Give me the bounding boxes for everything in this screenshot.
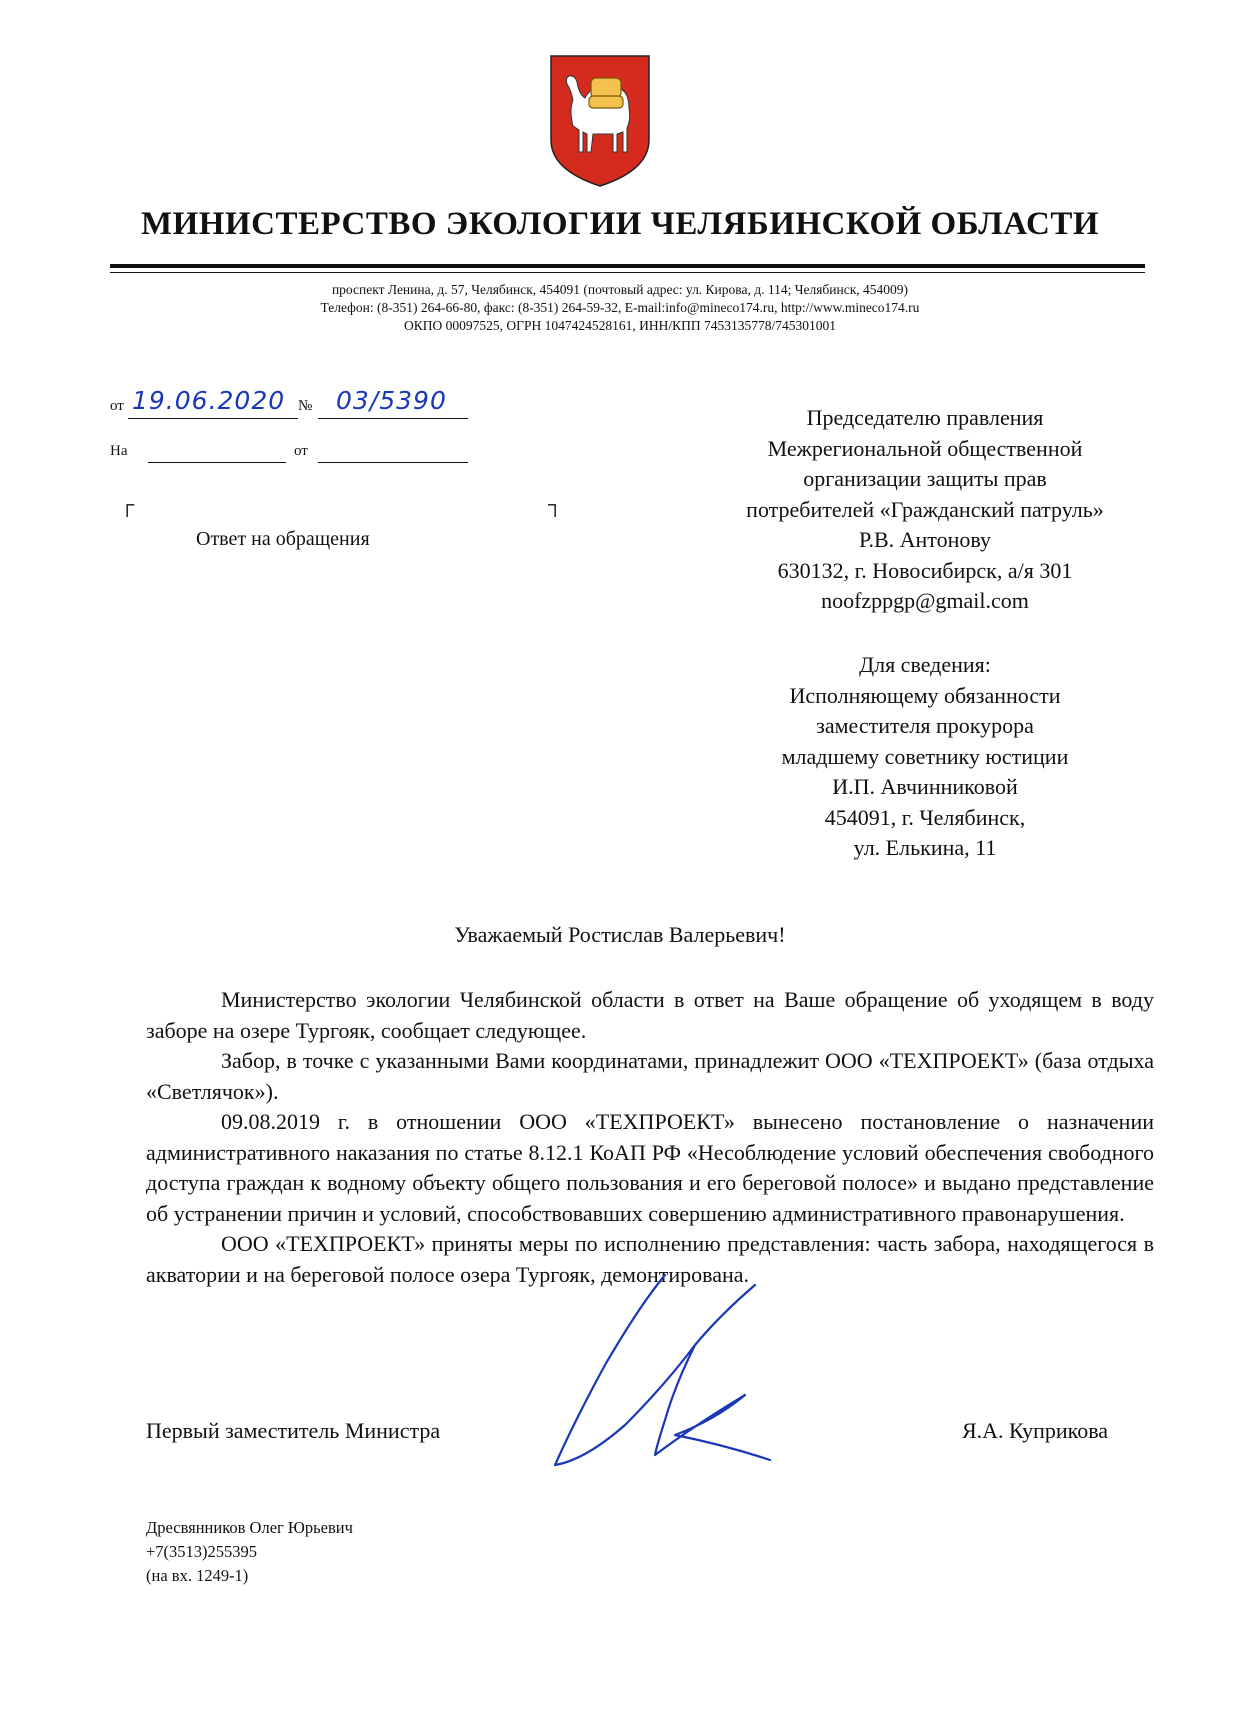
on-from-label: от xyxy=(294,443,308,459)
corner-mark-right: ┐ xyxy=(548,494,563,516)
contact-phones: Телефон: (8-351) 264-66-80, факс: (8-351) 264-59-32, E-mail:info@mineco174.ru, http://www.mineco174.ru xyxy=(320,300,920,315)
addressee-line: Межрегиональной общественной xyxy=(767,435,1083,461)
coat-of-arms-emblem xyxy=(533,48,667,188)
signer-position: Первый заместитель Министра xyxy=(146,1418,441,1443)
body-paragraph: ООО «ТЕХПРОЕКТ» приняты меры по исполнению представления: часть забора, находящегося в акватории и на береговой полосе озера Тургояк, демонтирована. xyxy=(146,1231,1154,1287)
executor-phone: +7(3513)255395 xyxy=(146,1542,258,1561)
addressee-email: noofzppgp@gmail.com xyxy=(821,588,1029,613)
body-paragraph: Министерство экологии Челябинской области в ответ на Ваше обращение об уходящем в воду заборе на озере Тургояк, сообщает следующее. xyxy=(146,987,1154,1043)
addressee-line: 630132, г. Новосибирск, а/я 301 xyxy=(777,557,1073,583)
info-copy-line: заместителя прокурора xyxy=(816,713,1034,738)
info-copy-line: Для сведения: xyxy=(859,652,991,677)
date-handwritten: 19.06.2020 xyxy=(132,386,286,415)
contact-block xyxy=(0,281,1240,335)
executor-block xyxy=(146,1516,353,1588)
header-rule-thick xyxy=(110,264,1145,268)
on-label: На xyxy=(110,443,128,459)
header-rule-thin xyxy=(110,272,1145,273)
handwritten-signature xyxy=(545,1245,775,1490)
addressee-line: Р.В. Антонову xyxy=(858,527,992,552)
corner-mark-left: ┌ xyxy=(120,494,135,516)
info-copy-line: ул. Елькина, 11 xyxy=(853,835,997,860)
body-paragraph: Забор, в точке с указанными Вами координатами, принадлежит ООО «ТЕХПРОЕКТ» (база отдыха «Светлячок»). xyxy=(146,1048,1154,1104)
executor-name: Дресвянников Олег Юрьевич xyxy=(146,1518,353,1537)
contact-address: проспект Ленина, д. 57, Челябинск, 454091 (почтовый адрес: ул. Кирова, д. 114; Челябинск, 454009) xyxy=(331,282,909,297)
subject-line: Ответ на обращения xyxy=(196,528,370,550)
addressee-block xyxy=(685,403,1165,617)
incoming-reference: (на вх. 1249-1) xyxy=(146,1566,249,1585)
info-copy-line: Исполняющему обязанности xyxy=(789,682,1061,708)
on-from-underline xyxy=(318,462,468,463)
addressee-line: Председателю правления xyxy=(806,405,1044,430)
info-copy-line: младшему советнику юстиции xyxy=(781,743,1069,769)
greeting: Уважаемый Ростислав Валерьевич! xyxy=(454,922,786,947)
addressee-line: потребителей «Гражданский патруль» xyxy=(746,496,1104,522)
body-paragraph: 09.08.2019 г. в отношении ООО «ТЕХПРОЕКТ» вынесено постановление о назначении административного наказания по статье 8.12.1 КоАП РФ «Несоблюдение условий обеспечения свободного доступа граждан к водному объекту общего пользования и его береговой полосе» и выдано представление об устранении причин и условий, способствовавших совершению административного правонарушения. xyxy=(146,1109,1154,1226)
info-copy-line: 454091, г. Челябинск, xyxy=(824,804,1026,830)
ministry-title: МИНИСТЕРСТВО ЭКОЛОГИИ ЧЕЛЯБИНСКОЙ ОБЛАСТИ xyxy=(140,206,1100,242)
from-label: от xyxy=(110,398,124,414)
date-underline xyxy=(128,418,298,419)
contact-registry: ОКПО 00097525, ОГРН 1047424528161, ИНН/КПП 7453135778/745301001 xyxy=(404,318,836,333)
signer-name: Я.А. Куприкова xyxy=(962,1418,1109,1443)
number-underline xyxy=(318,418,468,419)
number-handwritten: 03/5390 xyxy=(336,386,447,415)
info-copy-line: И.П. Авчинниковой xyxy=(832,774,1018,799)
on-underline xyxy=(148,462,286,463)
addressee-line: организации защиты прав xyxy=(803,466,1047,491)
info-copy-block xyxy=(685,650,1165,864)
number-label: № xyxy=(298,398,313,414)
